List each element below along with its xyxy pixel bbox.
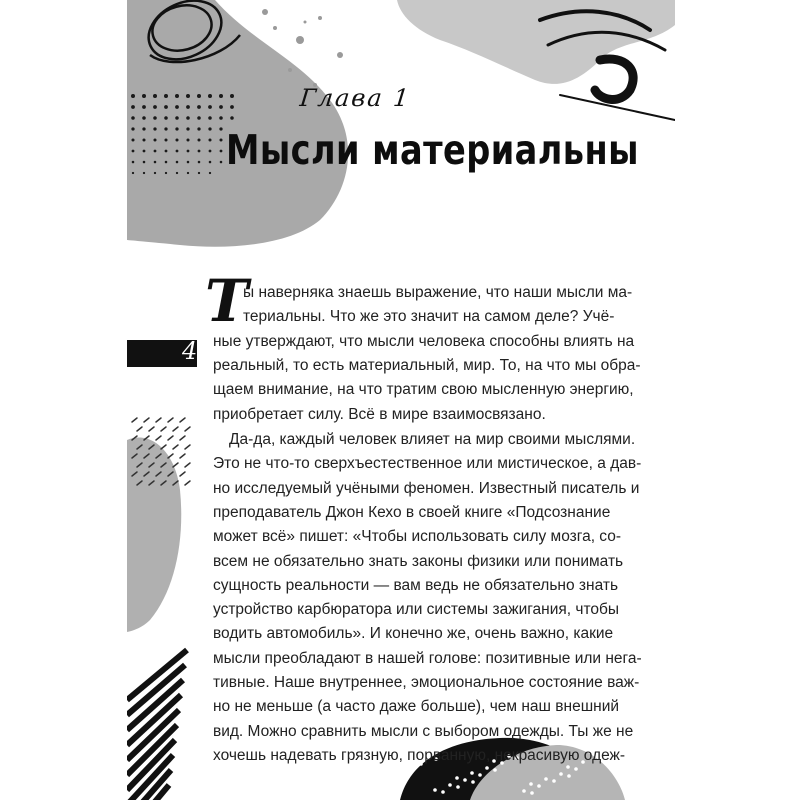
dash-stroke [180, 436, 185, 440]
halftone-dot [198, 161, 201, 164]
page-number: 4 [182, 337, 198, 365]
dash-stroke [156, 418, 161, 422]
dash-stroke [137, 427, 142, 431]
text-line: щаем внимание, на что тратим свою мысленную энергию, [213, 381, 634, 399]
halftone-dot [132, 161, 135, 164]
halftone-dot [230, 105, 234, 109]
dash-stroke [168, 418, 173, 422]
halftone-dot [175, 138, 178, 141]
drop-cap: Т [205, 267, 249, 335]
halftone-dot [197, 116, 201, 120]
halftone-dot [154, 161, 157, 164]
halftone-dot [143, 150, 146, 153]
halftone-dot [153, 105, 157, 109]
book-page [127, 0, 675, 800]
halftone-dot [219, 138, 222, 141]
halftone-dot [198, 172, 200, 174]
text-line: водить автомобиль». И конечно же, очень важно, какие [213, 625, 614, 643]
diagonal-stripes [127, 650, 187, 800]
text-line: мысли преобладают в нашей голове: позитивные или нега- [213, 649, 642, 667]
dash-stroke [161, 427, 166, 431]
dash-stroke [185, 445, 190, 449]
brush-dot [552, 779, 556, 783]
halftone-dot [186, 127, 189, 130]
halftone-dot [164, 94, 168, 98]
brush-dot [530, 791, 534, 795]
halftone-dot [131, 94, 135, 98]
text-line: ы наверняка знаешь выражение, что наши мысли ма- [243, 284, 633, 301]
halftone-dot [164, 127, 167, 130]
dash-stroke [144, 418, 149, 422]
dash-stroke [180, 472, 185, 476]
brush-dot [574, 767, 578, 771]
halftone-dot [219, 94, 223, 98]
halftone-dot [208, 138, 211, 141]
halftone-dot [186, 116, 190, 120]
halftone-dot [176, 172, 178, 174]
halftone-dot [175, 116, 179, 120]
halftone-dot [208, 116, 212, 120]
halftone-dot [208, 94, 212, 98]
halftone-dot [143, 172, 145, 174]
dash-stroke [185, 427, 190, 431]
brush-dot [463, 778, 467, 782]
brush-dot [433, 788, 437, 792]
brush-dot [567, 774, 571, 778]
halftone-dot [230, 116, 234, 120]
brush-dot [537, 784, 541, 788]
halftone-dot [187, 161, 190, 164]
text-line: териальны. Что же это значит на самом деле? Учё- [243, 308, 615, 326]
halftone-dot [198, 150, 201, 153]
halftone-dot [176, 161, 179, 164]
halftone-dot [131, 127, 134, 130]
halftone-dot [175, 105, 179, 109]
halftone-dot [165, 172, 167, 174]
chapter-label: Глава 1 [298, 84, 413, 112]
halftone-dot [153, 138, 156, 141]
halftone-dot [209, 150, 212, 153]
halftone-dot [142, 105, 146, 109]
halftone-dot [230, 94, 234, 98]
halftone-dot [220, 150, 223, 153]
halftone-dot [164, 105, 168, 109]
text-line: всем не обязательно знать законы физики или понимать [213, 552, 624, 570]
halftone-dot [131, 105, 135, 109]
dash-stroke [173, 463, 178, 467]
brush-dot [485, 766, 489, 770]
dash-stroke [168, 454, 173, 458]
text-line: Это не что-то сверхъестественное или мистическое, а дав- [213, 455, 642, 473]
halftone-dot [142, 138, 145, 141]
dash-stroke [173, 427, 178, 431]
halftone-dot [220, 161, 223, 164]
halftone-dot [132, 150, 135, 153]
brush-dot [559, 772, 563, 776]
brush-dot [471, 780, 475, 784]
dash-stroke [173, 445, 178, 449]
brush-dot [493, 768, 497, 772]
halftone-dot [143, 161, 146, 164]
dash-stroke [168, 436, 173, 440]
halftone-dot [153, 94, 157, 98]
halftone-dot [197, 94, 201, 98]
halftone-dot [219, 105, 223, 109]
halftone-dot [165, 150, 168, 153]
halftone-dot [165, 161, 168, 164]
brush-dot [544, 777, 548, 781]
brush-dot [470, 771, 474, 775]
halftone-dot [197, 138, 200, 141]
brush-dot [529, 782, 533, 786]
halftone-dot [197, 105, 201, 109]
brush-dot [522, 789, 526, 793]
halftone-dot [209, 172, 211, 174]
halftone-dot [176, 150, 179, 153]
halftone-dot [131, 138, 134, 141]
text-line: хочешь надевать грязную, порванную, некрасивую одеж- [213, 746, 626, 764]
halftone-dot [219, 127, 222, 130]
text-line: приобретает силу. Всё в мире взаимосвязано. [213, 405, 546, 423]
halftone-dot [153, 116, 157, 120]
text-line: может всё» пишет: «Чтобы использовать силу мозга, со- [213, 528, 622, 546]
halftone-dot [142, 94, 146, 98]
dash-stroke [185, 481, 190, 485]
halftone-dot [186, 138, 189, 141]
dash-stroke [180, 418, 185, 422]
halftone-dot [132, 172, 134, 174]
text-line: устройство карбюратора или системы зажигания, чтобы [213, 601, 620, 619]
chapter-title: Мысли материальны [226, 126, 639, 174]
halftone-dot [186, 94, 190, 98]
halftone-dot [219, 116, 223, 120]
halftone-dot [208, 127, 211, 130]
halftone-dot [197, 127, 200, 130]
text-line: Да-да, каждый человек влияет на мир своими мыслями. [229, 431, 636, 448]
text-line: но не меньше (а часто даже больше), чем наш внешний [213, 698, 620, 716]
halftone-dot [154, 172, 156, 174]
halftone-dot [208, 105, 212, 109]
dash-stroke [161, 445, 166, 449]
halftone-dot [175, 94, 179, 98]
halftone-dot [186, 105, 190, 109]
halftone-dot [131, 116, 135, 120]
halftone-dot [164, 138, 167, 141]
halftone-dot [142, 116, 146, 120]
text-line: вид. Можно сравнить мысли с выбором одежды. Ты же не [213, 722, 634, 740]
dash-stroke [149, 427, 154, 431]
text-line: сущность реальности — вам ведь не обязательно знать [213, 576, 619, 594]
brush-dot [448, 783, 452, 787]
text-line: реальный, то есть материальный, мир. То, на что мы обра- [213, 356, 641, 374]
halftone-dot [175, 127, 178, 130]
dash-stroke [156, 436, 161, 440]
brush-dot [456, 785, 460, 789]
halftone-dot [142, 127, 145, 130]
brush-dot [441, 790, 445, 794]
text-line: но исследуемый учёными феномен. Известный писатель и [213, 479, 640, 497]
text-line: ные утверждают, что мысли человека способны влиять на [213, 332, 635, 350]
halftone-dot [187, 172, 189, 174]
dash-stroke [132, 418, 137, 422]
halftone-dot [154, 150, 157, 153]
halftone-dot [153, 127, 156, 130]
brush-dot [478, 773, 482, 777]
text-line: тивные. Наше внутреннее, эмоциональное состояние важ- [213, 674, 640, 691]
halftone-dot [187, 150, 190, 153]
dash-stroke [185, 463, 190, 467]
text-line: преподаватель Джон Кехо в своей книге «Подсознание [213, 503, 611, 521]
dash-stroke [180, 454, 185, 458]
halftone-dot [209, 161, 212, 164]
halftone-dot [164, 116, 168, 120]
brush-dot [455, 776, 459, 780]
